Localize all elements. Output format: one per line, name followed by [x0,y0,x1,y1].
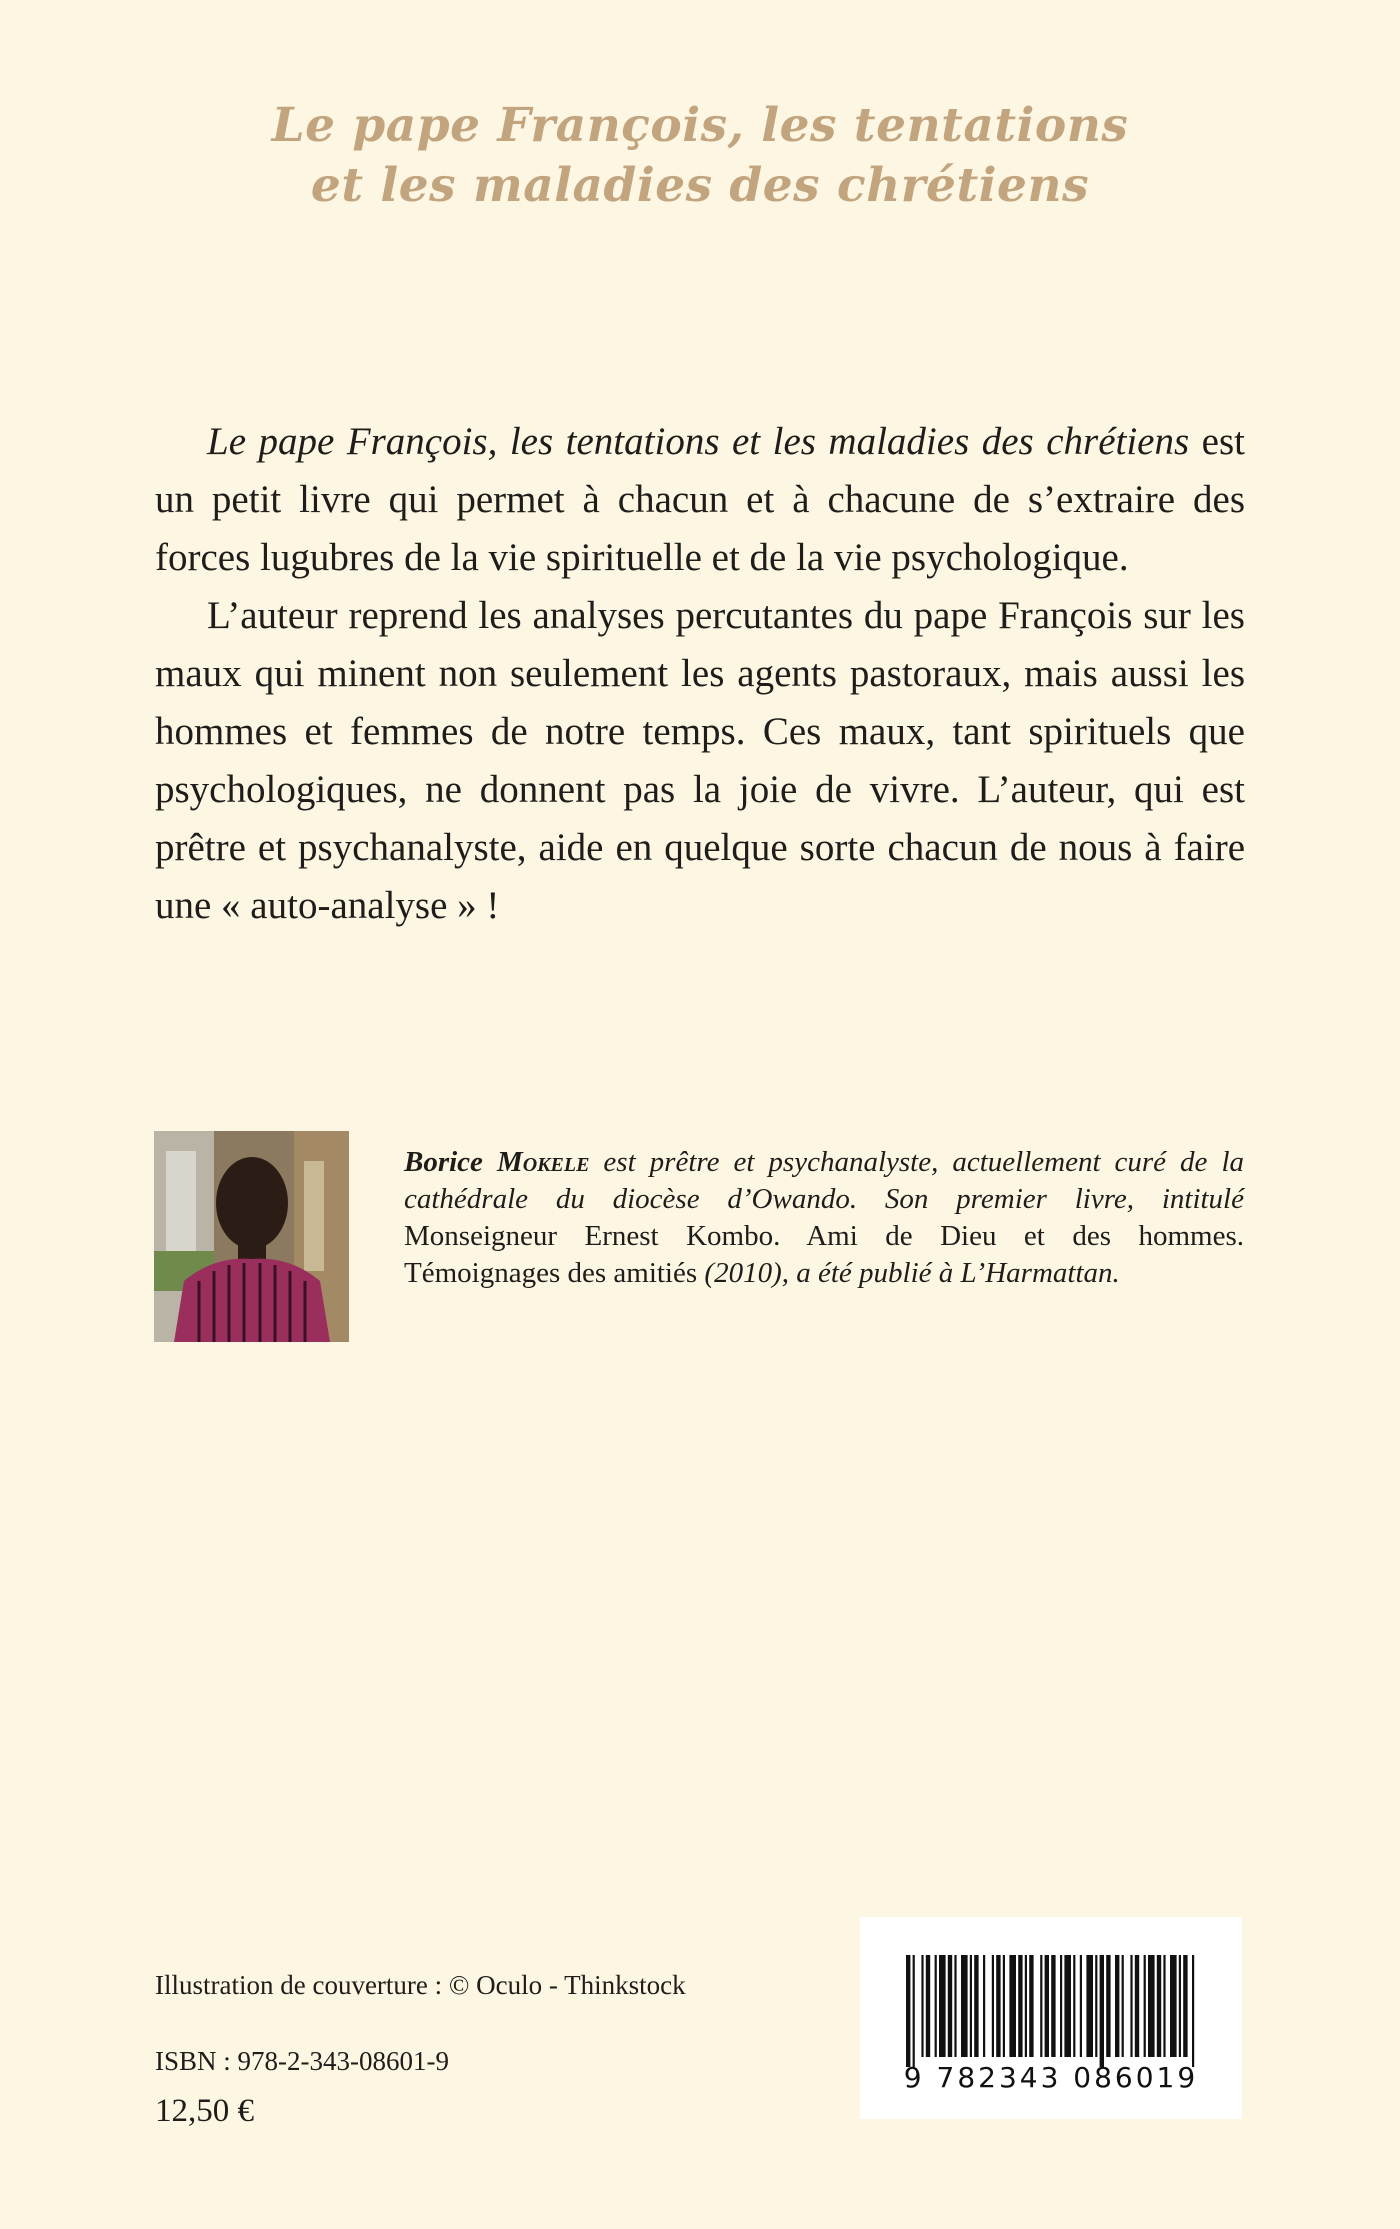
blurb [155,413,1245,935]
isbn: ISBN : 978-2-343-08601-9 [155,2046,449,2076]
barcode-bar [1073,1955,1075,2057]
barcode-bar [970,1955,972,2057]
barcode-bar [992,1955,994,2057]
barcode-bar [948,1955,952,2057]
author-last-name: Mokele [496,1146,590,1178]
barcode-bar [913,1955,915,2067]
barcode-bar [954,1955,956,2057]
barcode-bar [1163,1955,1165,2057]
barcode-bar [1122,1955,1124,2057]
author-bio-text-1: est prêtre et psychanalyste, actuellement curé de la cathédrale du diocèse d’Owando. Son premier livre, intitulé [404,1146,1244,1215]
barcode [860,1917,1242,2119]
barcode-bar [983,1955,985,2057]
barcode-bar [935,1955,937,2057]
barcode-bar [1060,1955,1062,2057]
cover-title [150,96,1250,216]
author-first-name: Borice [404,1146,483,1178]
barcode-bar [1029,1955,1033,2057]
barcode-bar [906,1955,910,2067]
barcode-bar [1018,1955,1022,2057]
author-bio-text-2: (2010), a été publié à L’Harmattan. [697,1257,1120,1289]
cover-title-line-1: Le pape François, les tentations [271,98,1129,153]
barcode-bar [1144,1955,1146,2057]
barcode-bar [1086,1955,1093,2057]
barcode-bar [1179,1955,1181,2057]
author-first-book: Monseigneur Ernest Kombo. Ami de Dieu et des hommes. Témoignages des amitiés [404,1220,1244,1289]
blurb-paragraph-1 [155,413,1245,587]
barcode-bar [1040,1955,1042,2057]
blurb-paragraph-2: L’auteur reprend les analyses percutantes du pape François sur les maux qui minent non seulement les agents pastoraux, mais aussi les hommes et femmes de notre temps. Ces maux, tant spirituels que psychologiques, ne donnent pas la joie de vivre. L’auteur, qui est prêtre et psychanalyste, aide en quelque sorte chacun de nous à faire une « auto-analyse » ! [155,594,1245,927]
barcode-bar [1095,1955,1097,2057]
barcode-bar [1192,1955,1194,2067]
author-bio [404,1144,1244,1292]
barcode-bar [1025,1955,1027,2057]
barcode-bar [1170,1955,1177,2057]
barcode-bar [1148,1955,1155,2057]
barcode-bar [996,1955,1000,2057]
barcode-bar [1003,1955,1005,2057]
barcode-bar [926,1955,930,2057]
author-photo-image [154,1131,349,1342]
barcode-bar [1045,1955,1049,2057]
author-photo [154,1131,349,1342]
barcode-bar [974,1955,978,2057]
barcode-bar [1080,1955,1082,2057]
barcode-bar [1135,1955,1139,2057]
blurb-book-title: Le pape François, les tentations et les maladies des chrétiens [207,420,1190,463]
barcode-bar [1009,1955,1016,2057]
barcode-bar [961,1955,968,2057]
barcode-bar [1064,1955,1071,2057]
illustration-credit: Illustration de couverture : © Oculo - Thinkstock [155,1970,686,2000]
barcode-digits: 9 782343 086019 [903,2061,1199,2094]
barcode-bar [1115,1955,1119,2057]
blurb-paragraph-1-text: est un petit livre qui permet à chacun et à chacune de s’extraire des forces lugubres de la vie spirituelle et de la vie psychologique. [155,420,1245,579]
price: 12,50 € [155,2093,254,2129]
barcode-bar [1051,1955,1055,2057]
barcode-bar [939,1955,946,2057]
cover-title-line-2: et les maladies des chrétiens [310,158,1090,213]
barcode-bar [1100,1955,1104,2067]
barcode-bar [921,1955,923,2057]
barcode-bar [1130,1955,1132,2057]
barcode-bar [1183,1955,1187,2057]
barcode-bar [1157,1955,1161,2057]
barcode-bar [1106,1955,1110,2057]
